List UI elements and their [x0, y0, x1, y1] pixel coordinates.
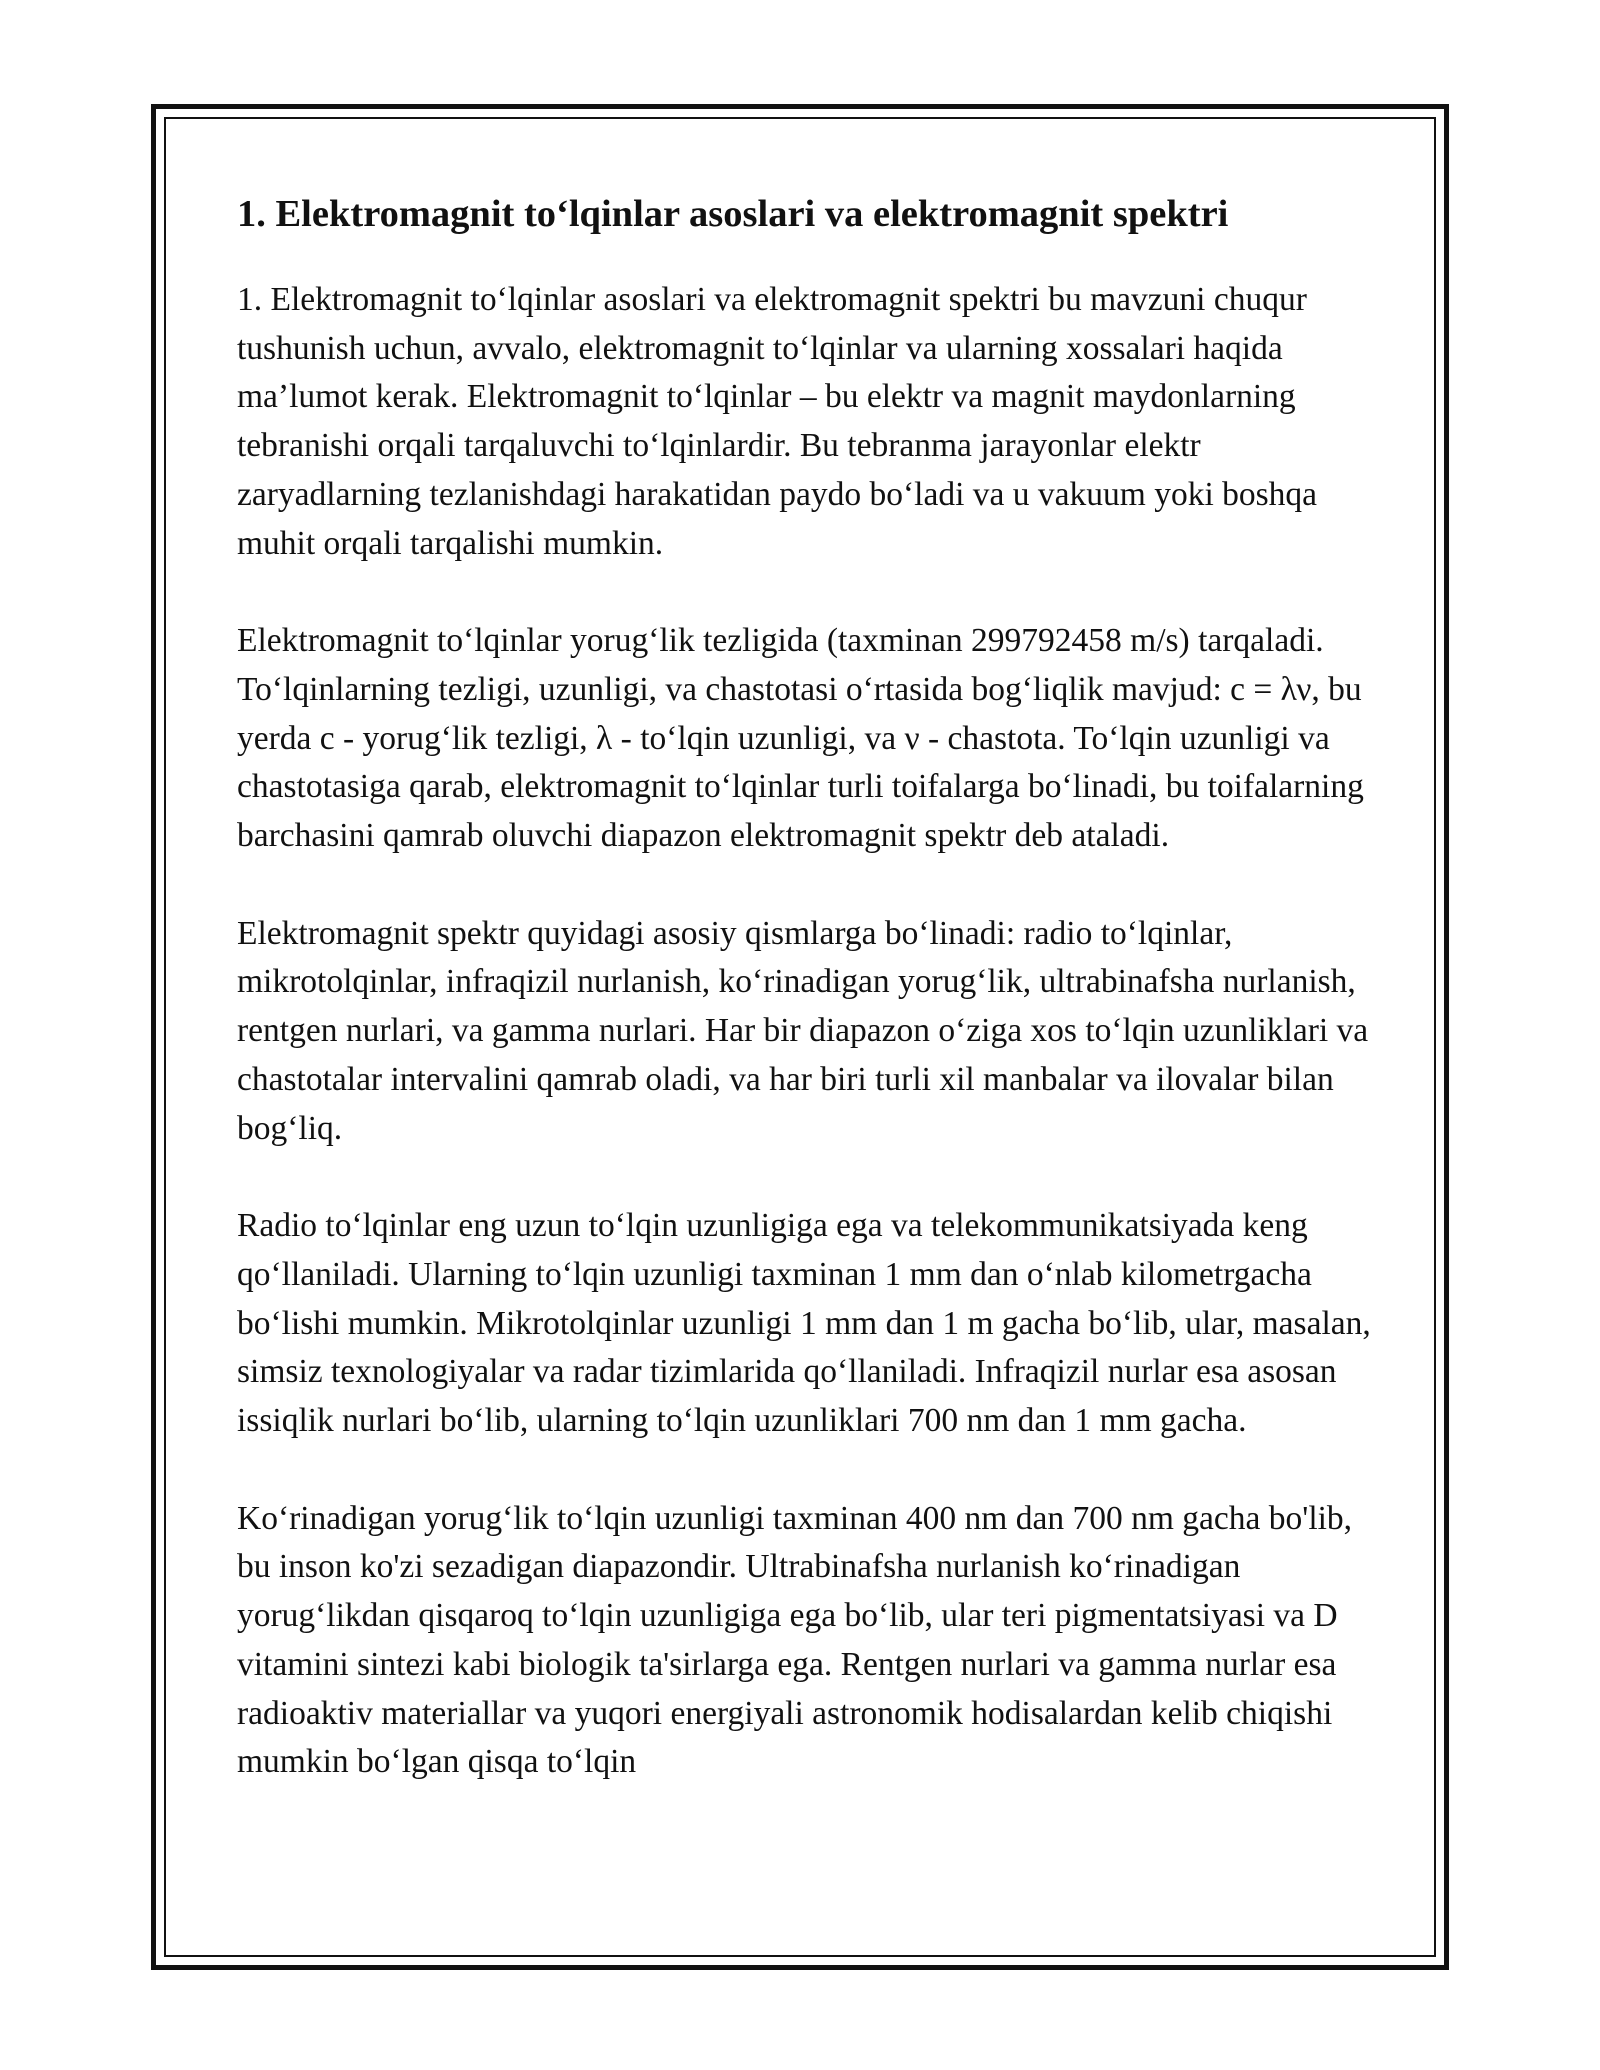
paragraph-4: Radio to‘lqinlar eng uzun to‘lqin uzunligiga ega va telekommunikatsiyada keng qo‘llaniladi. Ularning to‘lqin uzunligi taxminan 1 mm dan o‘nlab kilometrgacha bo‘lishi mumkin. Mikrotolqinlar uzunligi 1 mm dan 1 m gacha bo‘lib, ular, masalan, simsiz texnologiyalar va radar tizimlarida qo‘llaniladi. Infraqizil nurlar esa asosan issiqlik nurlari bo‘lib, ularning to‘lqin uzunliklari 700 nm dan 1 mm gacha.	[237, 1207, 1371, 1440]
paragraph-1: 1. Elektromagnit to‘lqinlar asoslari va elektromagnit spektri bu mavzuni chuqur tushunish uchun, avvalo, elektromagnit to‘lqinlar va ularning xossalari haqida ma’lumot kerak. Elektromagnit to‘lqinlar – bu elektr va magnit maydonlarning tebranishi orqali tarqaluvchi to‘lqinlardir. Bu tebranma jarayonlar elektr zaryadlarning tezlanishdagi harakatidan paydo bo‘ladi va u vakuum yoki boshqa muhit orqali tarqalishi mumkin.	[237, 281, 1318, 562]
paragraph-5: Ko‘rinadigan yorug‘lik to‘lqin uzunligi taxminan 400 nm dan 700 nm gacha bo'lib, bu inson ko'zi sezadigan diapazondir. Ultrabinafsha nurlanish ko‘rinadigan yorug‘likdan qisqaroq to‘lqin uzunligiga ega bo‘lib, ular teri pigmentatsiyasi va D vitamini sintezi kabi biologik ta'sirlarga ega. Rentgen nurlari va gamma nurlar esa radioaktiv materiallar va yuqori energiyali astronomik hodisalardan kelib chiqishi mumkin bo‘lgan qisqa to‘lqin	[237, 1499, 1353, 1781]
paragraph-2: Elektromagnit to‘lqinlar yorug‘lik tezligida (taxminan 299792458 m/s) tarqaladi. To‘lqinlarning tezligi, uzunligi, va chastotasi o‘rtasida bog‘liqlik mavjud: c = λν, bu yerda c - yorug‘lik tezligi, λ - to‘lqin uzunligi, va ν - chastota. To‘lqin uzunligi va chastotasiga qarab, elektromagnit to‘lqinlar turli toifalarga bo‘linadi, bu toifalarning barchasini qamrab oluvchi diapazon elektromagnit spektr deb ataladi.	[237, 622, 1364, 855]
paragraph-3: Elektromagnit spektr quyidagi asosiy qismlarga bo‘linadi: radio to‘lqinlar, mikrotolqinlar, infraqizil nurlanish, ko‘rinadigan yorug‘lik, ultrabinafsha nurlanish, rentgen nurlari, va gamma nurlari. Har bir diapazon o‘ziga xos to‘lqin uzunliklari va chastotalar intervalini qamrab oladi, va har biri turli xil manbalar va ilovalar bilan bog‘liq.	[237, 914, 1369, 1147]
document-body	[237, 186, 1377, 1836]
section-heading: 1. Elektromagnit to‘lqinlar asoslari va elektromagnit spektri	[237, 193, 1229, 235]
